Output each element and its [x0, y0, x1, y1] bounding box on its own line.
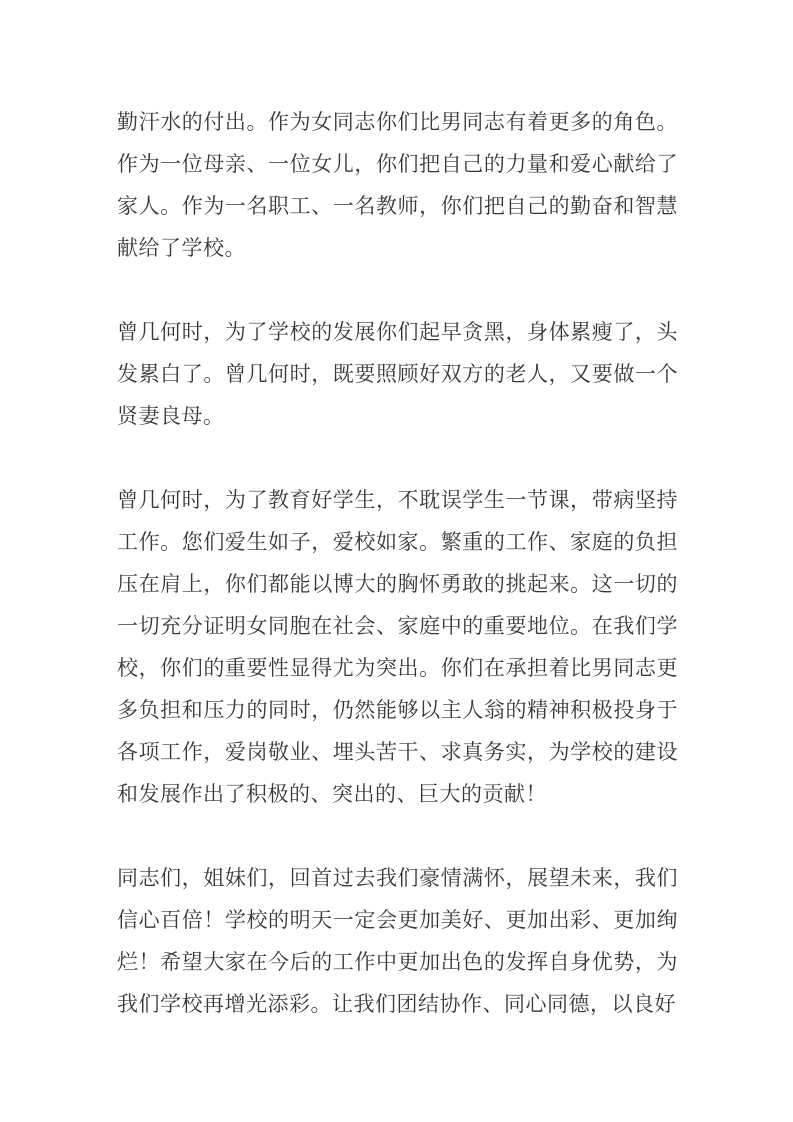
paragraph: 勤汗水的付出。作为女同志你们比男同志有着更多的角色。作为一位母亲、一位女儿，你们把自己的力量和爱心献给了家人。作为一名职工、一名教师，你们把自己的勤奋和智慧献给了学校。	[117, 111, 678, 260]
document-text-block	[117, 102, 678, 1026]
paragraph: 曾几何时，为了教育好学生，不耽误学生一节课，带病坚持工作。您们爱生如子，爱校如家。繁重的工作、家庭的负担压在肩上，你们都能以博大的胸怀勇敢的挑起来。这一切的一切充分证明女同胞在社会、家庭中的重要地位。在我们学校，你们的重要性显得尤为突出。你们在承担着比男同志更多负担和压力的同时，仍然能够以主人翁的精神积极投身于各项工作，爱岗敬业、埋头苦干、求真务实，为学校的建设和发展作出了积极的、突出的、巨大的贡献！	[117, 489, 678, 806]
paragraph: 曾几何时，为了学校的发展你们起早贪黑，身体累瘦了，头发累白了。曾几何时，既要照顾好双方的老人，又要做一个贤妻良母。	[117, 321, 678, 428]
paragraph: 同志们，姐妹们，回首过去我们豪情满怀，展望未来，我们信心百倍！学校的明天一定会更加美好、更加出彩、更加绚烂！希望大家在今后的工作中更加出色的发挥自身优势，为我们学校再增光添彩。让我们团结协作、同心同德，以良好	[117, 867, 678, 1016]
